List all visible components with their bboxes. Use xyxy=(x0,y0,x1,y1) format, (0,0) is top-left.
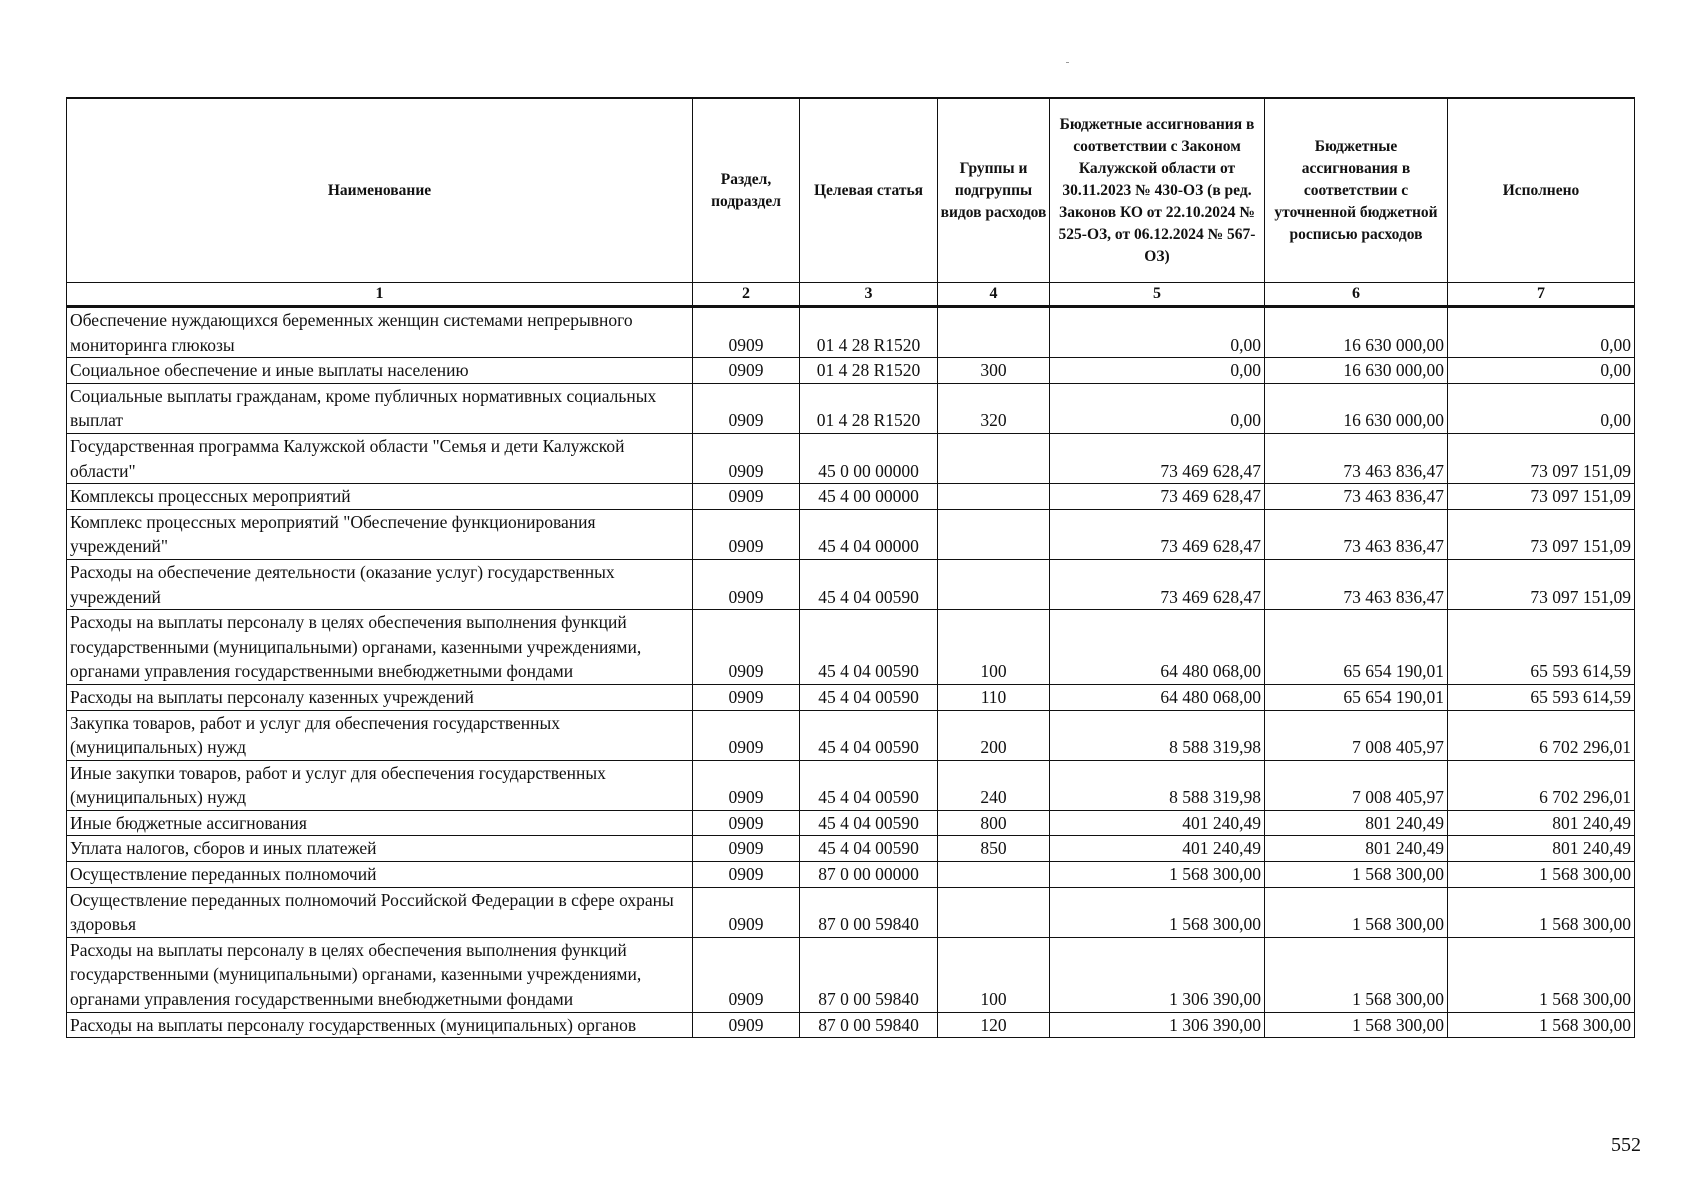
row-name: Комплекс процессных мероприятий "Обеспечение функционирования учреждений" xyxy=(67,509,693,559)
row-executed: 801 240,49 xyxy=(1448,836,1635,862)
row-article: 87 0 00 59840 xyxy=(800,937,938,1012)
row-group: 200 xyxy=(938,710,1050,760)
row-group: 110 xyxy=(938,684,1050,710)
row-refined: 7 008 405,97 xyxy=(1265,760,1448,810)
row-section: 0909 xyxy=(693,1012,800,1038)
row-article: 87 0 00 00000 xyxy=(800,862,938,888)
row-approved: 64 480 068,00 xyxy=(1050,684,1265,710)
header-name: Наименование xyxy=(67,98,693,283)
row-approved: 64 480 068,00 xyxy=(1050,610,1265,685)
row-approved: 1 306 390,00 xyxy=(1050,937,1265,1012)
row-name: Расходы на выплаты персоналу казенных учреждений xyxy=(67,684,693,710)
table-row xyxy=(67,760,1635,810)
row-article: 87 0 00 59840 xyxy=(800,887,938,937)
row-group: 300 xyxy=(938,358,1050,384)
table-row xyxy=(67,810,1635,836)
row-approved: 401 240,49 xyxy=(1050,836,1265,862)
table-row xyxy=(67,887,1635,937)
row-executed: 73 097 151,09 xyxy=(1448,559,1635,609)
row-approved: 1 568 300,00 xyxy=(1050,887,1265,937)
row-article: 45 0 00 00000 xyxy=(800,433,938,483)
row-refined: 801 240,49 xyxy=(1265,836,1448,862)
row-section: 0909 xyxy=(693,307,800,358)
row-section: 0909 xyxy=(693,610,800,685)
row-refined: 7 008 405,97 xyxy=(1265,710,1448,760)
row-approved: 0,00 xyxy=(1050,307,1265,358)
row-article: 01 4 28 R1520 xyxy=(800,307,938,358)
row-article: 45 4 04 00000 xyxy=(800,509,938,559)
table-row xyxy=(67,937,1635,1012)
table-row xyxy=(67,433,1635,483)
row-name: Расходы на выплаты персоналу в целях обеспечения выполнения функций государственными (муниципальными) органами, казенными учреждениями, органами управления государственными внебюджетными фондами xyxy=(67,610,693,685)
row-name: Расходы на выплаты персоналу в целях обеспечения выполнения функций государственными (муниципальными) органами, казенными учреждениями, органами управления государственными внебюджетными фондами xyxy=(67,937,693,1012)
row-executed: 801 240,49 xyxy=(1448,810,1635,836)
row-executed: 1 568 300,00 xyxy=(1448,937,1635,1012)
header-section: Раздел, подраздел xyxy=(693,98,800,283)
row-approved: 73 469 628,47 xyxy=(1050,484,1265,510)
table-row xyxy=(67,509,1635,559)
row-refined: 65 654 190,01 xyxy=(1265,684,1448,710)
column-number-row xyxy=(67,283,1635,307)
row-approved: 1 306 390,00 xyxy=(1050,1012,1265,1038)
table-row xyxy=(67,484,1635,510)
row-name: Расходы на обеспечение деятельности (оказание услуг) государственных учреждений xyxy=(67,559,693,609)
row-name: Осуществление переданных полномочий xyxy=(67,862,693,888)
row-section: 0909 xyxy=(693,836,800,862)
row-approved: 0,00 xyxy=(1050,383,1265,433)
row-executed: 1 568 300,00 xyxy=(1448,862,1635,888)
row-name: Иные бюджетные ассигнования xyxy=(67,810,693,836)
header-approved: Бюджетные ассигнования в соответствии с Законом Калужской области от 30.11.2023 № 430-ОЗ (в ред. Законов КО от 22.10.2024 № 525-ОЗ, от 06.12.2024 № 567-ОЗ) xyxy=(1050,98,1265,283)
row-executed: 6 702 296,01 xyxy=(1448,760,1635,810)
column-number: 3 xyxy=(800,283,938,307)
row-group: 240 xyxy=(938,760,1050,810)
row-article: 45 4 04 00590 xyxy=(800,710,938,760)
row-name: Осуществление переданных полномочий Российской Федерации в сфере охраны здоровья xyxy=(67,887,693,937)
row-approved: 401 240,49 xyxy=(1050,810,1265,836)
column-number: 6 xyxy=(1265,283,1448,307)
row-group: 850 xyxy=(938,836,1050,862)
row-executed: 1 568 300,00 xyxy=(1448,887,1635,937)
row-section: 0909 xyxy=(693,559,800,609)
table-row xyxy=(67,307,1635,358)
row-section: 0909 xyxy=(693,484,800,510)
row-name: Комплексы процессных мероприятий xyxy=(67,484,693,510)
row-name: Закупка товаров, работ и услуг для обеспечения государственных (муниципальных) нужд xyxy=(67,710,693,760)
row-section: 0909 xyxy=(693,937,800,1012)
row-refined: 16 630 000,00 xyxy=(1265,383,1448,433)
row-approved: 73 469 628,47 xyxy=(1050,559,1265,609)
column-number: 1 xyxy=(67,283,693,307)
row-executed: 73 097 151,09 xyxy=(1448,484,1635,510)
table-row xyxy=(67,1012,1635,1038)
row-article: 45 4 04 00590 xyxy=(800,836,938,862)
row-name: Уплата налогов, сборов и иных платежей xyxy=(67,836,693,862)
row-executed: 6 702 296,01 xyxy=(1448,710,1635,760)
table-row xyxy=(67,710,1635,760)
page-number: 552 xyxy=(1611,1134,1641,1156)
row-section: 0909 xyxy=(693,684,800,710)
table-row xyxy=(67,358,1635,384)
row-section: 0909 xyxy=(693,862,800,888)
header-refined: Бюджетные ассигнования в соответствии с уточненной бюджетной росписью расходов xyxy=(1265,98,1448,283)
row-group: 120 xyxy=(938,1012,1050,1038)
row-name: Иные закупки товаров, работ и услуг для обеспечения государственных (муниципальных) нужд xyxy=(67,760,693,810)
row-article: 87 0 00 59840 xyxy=(800,1012,938,1038)
row-article: 45 4 04 00590 xyxy=(800,810,938,836)
column-number: 7 xyxy=(1448,283,1635,307)
table-row xyxy=(67,559,1635,609)
row-approved: 73 469 628,47 xyxy=(1050,433,1265,483)
row-refined: 1 568 300,00 xyxy=(1265,1012,1448,1038)
row-refined: 73 463 836,47 xyxy=(1265,559,1448,609)
row-executed: 65 593 614,59 xyxy=(1448,610,1635,685)
row-section: 0909 xyxy=(693,433,800,483)
header-executed: Исполнено xyxy=(1448,98,1635,283)
header-article: Целевая статья xyxy=(800,98,938,283)
row-refined: 16 630 000,00 xyxy=(1265,307,1448,358)
row-executed: 0,00 xyxy=(1448,358,1635,384)
row-group xyxy=(938,484,1050,510)
row-name: Расходы на выплаты персоналу государственных (муниципальных) органов xyxy=(67,1012,693,1038)
row-name: Социальные выплаты гражданам, кроме публичных нормативных социальных выплат xyxy=(67,383,693,433)
row-approved: 1 568 300,00 xyxy=(1050,862,1265,888)
row-refined: 73 463 836,47 xyxy=(1265,484,1448,510)
row-section: 0909 xyxy=(693,810,800,836)
row-executed: 65 593 614,59 xyxy=(1448,684,1635,710)
row-refined: 801 240,49 xyxy=(1265,810,1448,836)
row-group: 800 xyxy=(938,810,1050,836)
row-name: Государственная программа Калужской области "Семья и дети Калужской области" xyxy=(67,433,693,483)
row-executed: 0,00 xyxy=(1448,383,1635,433)
row-refined: 16 630 000,00 xyxy=(1265,358,1448,384)
table-row xyxy=(67,383,1635,433)
row-refined: 73 463 836,47 xyxy=(1265,509,1448,559)
row-executed: 73 097 151,09 xyxy=(1448,509,1635,559)
row-section: 0909 xyxy=(693,358,800,384)
row-article: 45 4 04 00590 xyxy=(800,559,938,609)
row-section: 0909 xyxy=(693,383,800,433)
row-article: 45 4 04 00590 xyxy=(800,760,938,810)
row-approved: 0,00 xyxy=(1050,358,1265,384)
table-row xyxy=(67,862,1635,888)
row-executed: 1 568 300,00 xyxy=(1448,1012,1635,1038)
row-refined: 1 568 300,00 xyxy=(1265,887,1448,937)
row-executed: 73 097 151,09 xyxy=(1448,433,1635,483)
row-group xyxy=(938,433,1050,483)
row-section: 0909 xyxy=(693,710,800,760)
table-body xyxy=(67,307,1635,1038)
column-number: 4 xyxy=(938,283,1050,307)
budget-table xyxy=(66,97,1635,1038)
row-refined: 65 654 190,01 xyxy=(1265,610,1448,685)
row-group xyxy=(938,862,1050,888)
row-article: 01 4 28 R1520 xyxy=(800,383,938,433)
row-article: 45 4 04 00590 xyxy=(800,684,938,710)
row-refined: 1 568 300,00 xyxy=(1265,937,1448,1012)
row-group: 100 xyxy=(938,937,1050,1012)
table-row xyxy=(67,684,1635,710)
scan-speck xyxy=(1066,62,1069,63)
row-approved: 73 469 628,47 xyxy=(1050,509,1265,559)
column-number: 2 xyxy=(693,283,800,307)
row-article: 01 4 28 R1520 xyxy=(800,358,938,384)
row-approved: 8 588 319,98 xyxy=(1050,760,1265,810)
row-refined: 73 463 836,47 xyxy=(1265,433,1448,483)
header-group: Группы и подгруппы видов расходов xyxy=(938,98,1050,283)
table-row xyxy=(67,836,1635,862)
row-name: Социальное обеспечение и иные выплаты населению xyxy=(67,358,693,384)
row-group: 100 xyxy=(938,610,1050,685)
row-section: 0909 xyxy=(693,887,800,937)
row-refined: 1 568 300,00 xyxy=(1265,862,1448,888)
row-article: 45 4 04 00590 xyxy=(800,610,938,685)
row-name: Обеспечение нуждающихся беременных женщин системами непрерывного мониторинга глюкозы xyxy=(67,307,693,358)
column-number: 5 xyxy=(1050,283,1265,307)
row-group xyxy=(938,559,1050,609)
row-executed: 0,00 xyxy=(1448,307,1635,358)
column-header-row xyxy=(67,98,1635,283)
row-section: 0909 xyxy=(693,509,800,559)
row-group xyxy=(938,509,1050,559)
table-row xyxy=(67,610,1635,685)
row-group xyxy=(938,887,1050,937)
row-group xyxy=(938,307,1050,358)
row-approved: 8 588 319,98 xyxy=(1050,710,1265,760)
row-section: 0909 xyxy=(693,760,800,810)
row-group: 320 xyxy=(938,383,1050,433)
row-article: 45 4 00 00000 xyxy=(800,484,938,510)
